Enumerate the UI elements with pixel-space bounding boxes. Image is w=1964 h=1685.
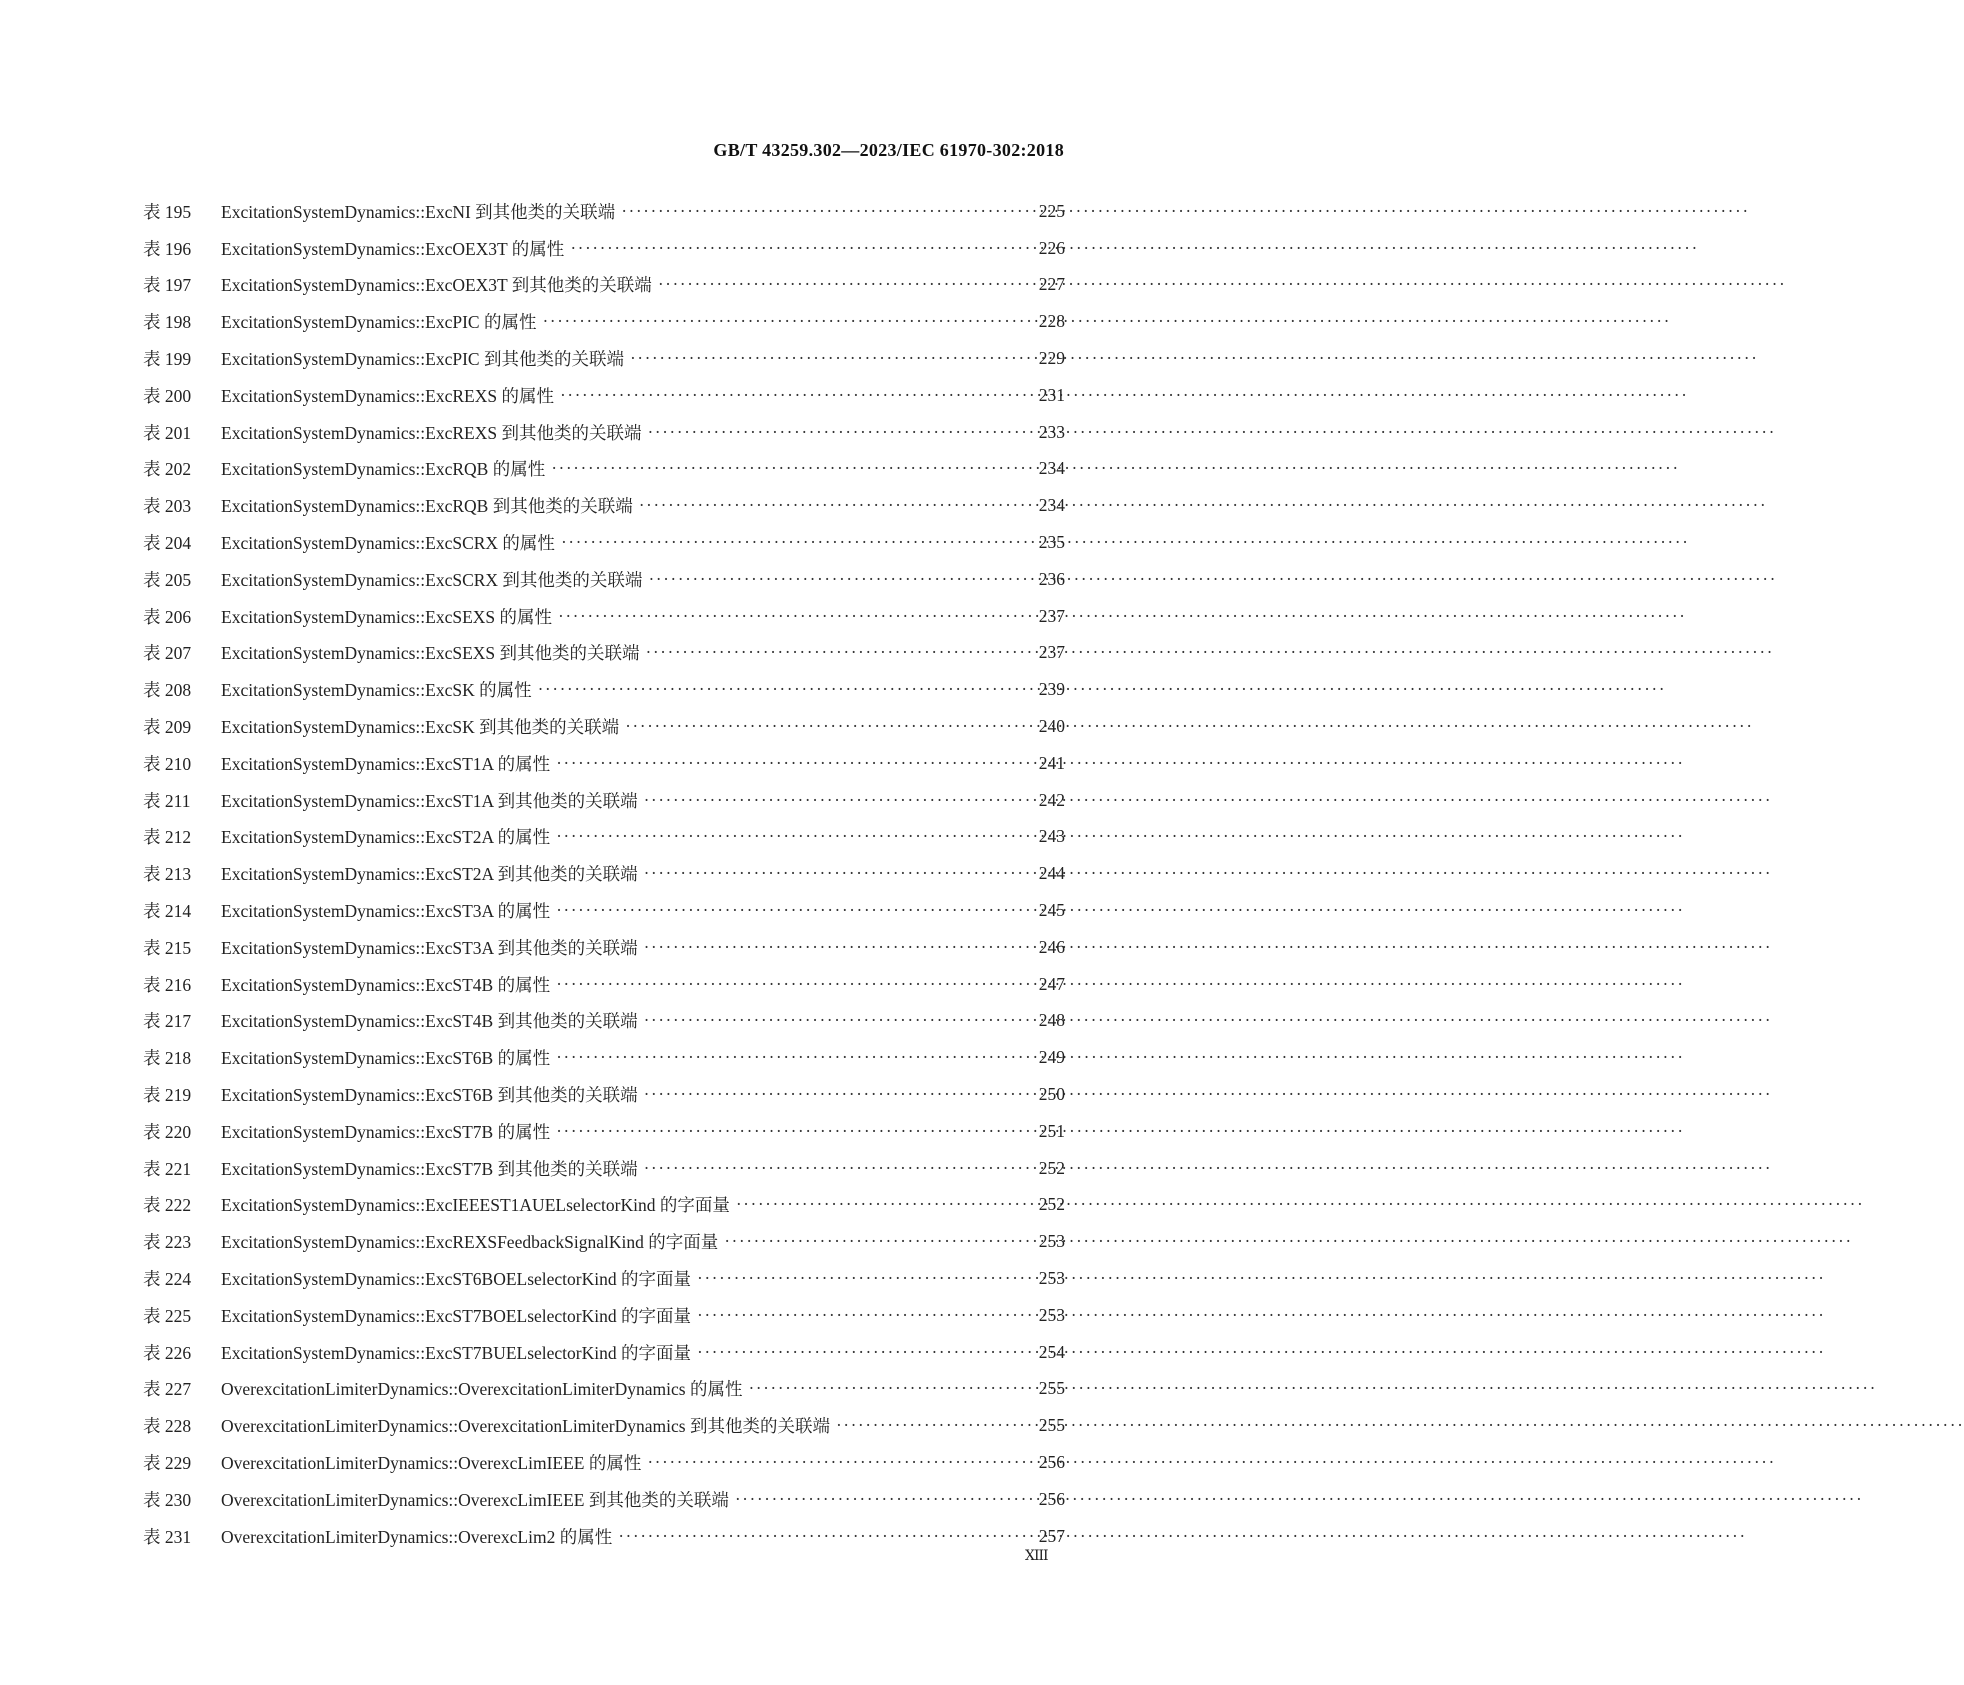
toc-entry-page: 245 bbox=[1038, 900, 1065, 921]
toc-entry[interactable] bbox=[143, 1223, 1065, 1260]
toc-entry[interactable] bbox=[143, 524, 1065, 561]
toc-leader-dots bbox=[558, 606, 1027, 627]
toc-entry[interactable] bbox=[143, 1334, 1065, 1371]
toc-entry-title: ExcitationSystemDynamics::ExcST3A 的属性 bbox=[221, 901, 551, 922]
toc-entry[interactable] bbox=[143, 1113, 1065, 1150]
toc-entry-title: ExcitationSystemDynamics::ExcST2A 的属性 bbox=[221, 827, 551, 848]
toc-entry-title: ExcitationSystemDynamics::ExcNI 到其他类的关联端 bbox=[221, 201, 616, 222]
toc-entry[interactable] bbox=[143, 414, 1065, 451]
toc-entry[interactable] bbox=[143, 1297, 1065, 1334]
toc-leader-dots bbox=[697, 1305, 1027, 1326]
toc-entry-page: 253 bbox=[1038, 1268, 1065, 1288]
toc-entry-title: ExcitationSystemDynamics::ExcPIC 到其他类的关联端 bbox=[221, 349, 624, 370]
toc-leader-dots bbox=[724, 1231, 1027, 1252]
toc-entry-title: OverexcitationLimiterDynamics::OverexcLim2 的属性 bbox=[221, 1526, 613, 1547]
toc-entry-label: 表 196 bbox=[143, 238, 192, 259]
toc-entry[interactable] bbox=[143, 1187, 1065, 1224]
toc-entry[interactable] bbox=[143, 1444, 1065, 1481]
toc-entry-page: 228 bbox=[1038, 311, 1065, 332]
toc-entry-title: ExcitationSystemDynamics::ExcPIC 的属性 bbox=[221, 312, 537, 333]
toc-entry-page: 253 bbox=[1038, 1231, 1065, 1252]
toc-entry-title: OverexcitationLimiterDynamics::OverexcitationLimiterDynamics 的属性 bbox=[221, 1379, 743, 1400]
toc-entry-label: 表 218 bbox=[143, 1048, 192, 1069]
toc-entry[interactable] bbox=[143, 855, 1065, 892]
toc-entry-page: 255 bbox=[1038, 1415, 1065, 1436]
toc-entry-label: 表 226 bbox=[143, 1342, 192, 1363]
toc-leader-dots bbox=[556, 1047, 1027, 1068]
toc-leader-dots bbox=[647, 1452, 1027, 1473]
toc-entry-page: 235 bbox=[1038, 532, 1065, 553]
toc-entry-title: ExcitationSystemDynamics::ExcST1A 的属性 bbox=[221, 753, 551, 774]
toc-entry[interactable] bbox=[143, 598, 1065, 635]
toc-entry-title: ExcitationSystemDynamics::ExcIEEEST1AUELselectorKind 的字面量 bbox=[221, 1195, 730, 1216]
toc-leader-dots bbox=[621, 201, 1027, 222]
toc-entry-label: 表 215 bbox=[143, 937, 192, 958]
toc-entry-title: ExcitationSystemDynamics::ExcREXSFeedbackSignalKind 的字面量 bbox=[221, 1232, 719, 1253]
toc-entry-page: 244 bbox=[1038, 863, 1065, 884]
standard-header: GB/T 43259.302—2023/IEC 61970-302:2018 bbox=[713, 140, 1064, 160]
toc-entry[interactable] bbox=[143, 671, 1065, 708]
toc-entry[interactable] bbox=[143, 487, 1065, 524]
toc-entry[interactable] bbox=[143, 1260, 1065, 1297]
toc-entry[interactable] bbox=[143, 892, 1065, 929]
toc-entry[interactable] bbox=[143, 451, 1065, 488]
toc-entry-page: 242 bbox=[1038, 789, 1065, 810]
toc-entry-label: 表 219 bbox=[143, 1085, 192, 1106]
toc-entry-title: ExcitationSystemDynamics::ExcST7B 的属性 bbox=[221, 1121, 551, 1142]
toc-entry-page: 237 bbox=[1038, 642, 1065, 663]
toc-leader-dots bbox=[538, 679, 1027, 700]
toc-leader-dots bbox=[542, 311, 1027, 332]
toc-entry[interactable] bbox=[143, 561, 1065, 598]
toc-entry-page: 252 bbox=[1038, 1194, 1065, 1215]
toc-entry-page: 233 bbox=[1038, 421, 1065, 442]
toc-entry-page: 229 bbox=[1038, 348, 1065, 369]
toc-entry[interactable] bbox=[143, 340, 1065, 377]
toc-entry-page: 225 bbox=[1038, 200, 1065, 221]
toc-leader-dots bbox=[556, 1121, 1027, 1142]
toc-entry-title: ExcitationSystemDynamics::ExcSK 到其他类的关联端 bbox=[221, 717, 620, 738]
toc-entry-title: ExcitationSystemDynamics::ExcST6B 到其他类的关联端 bbox=[221, 1085, 638, 1106]
toc-entry[interactable] bbox=[143, 267, 1065, 304]
toc-entry-page: 247 bbox=[1038, 973, 1065, 994]
toc-leader-dots bbox=[735, 1489, 1027, 1510]
toc-entry-title: ExcitationSystemDynamics::ExcST7B 到其他类的关联端 bbox=[221, 1158, 638, 1179]
toc-entry[interactable] bbox=[143, 303, 1065, 340]
toc-entry-title: ExcitationSystemDynamics::ExcST7BOELselectorKind 的字面量 bbox=[221, 1305, 691, 1326]
toc-entry-label: 表 207 bbox=[143, 643, 192, 664]
toc-entry-label: 表 200 bbox=[143, 385, 192, 406]
toc-entry-title: ExcitationSystemDynamics::ExcSCRX 到其他类的关联端 bbox=[221, 569, 643, 590]
toc-leader-dots bbox=[658, 274, 1027, 295]
toc-entry[interactable] bbox=[143, 1371, 1065, 1408]
toc-leader-dots bbox=[561, 532, 1027, 553]
toc-entry-title: ExcitationSystemDynamics::ExcREXS 的属性 bbox=[221, 385, 554, 406]
toc-entry-title: ExcitationSystemDynamics::ExcST2A 到其他类的关联端 bbox=[221, 864, 638, 885]
toc-entry-label: 表 209 bbox=[143, 717, 192, 738]
toc-entry[interactable] bbox=[143, 1039, 1065, 1076]
toc-entry-title: ExcitationSystemDynamics::ExcSK 的属性 bbox=[221, 680, 532, 701]
toc-leader-dots bbox=[644, 937, 1027, 958]
toc-entry-page: 255 bbox=[1038, 1378, 1065, 1399]
toc-entry-title: ExcitationSystemDynamics::ExcRQB 的属性 bbox=[221, 459, 546, 480]
toc-entry-page: 226 bbox=[1038, 237, 1065, 258]
toc-entry-label: 表 202 bbox=[143, 459, 192, 480]
toc-entry-label: 表 198 bbox=[143, 312, 192, 333]
toc-leader-dots bbox=[644, 790, 1027, 811]
toc-entry-page: 234 bbox=[1038, 458, 1065, 479]
toc-entry-label: 表 213 bbox=[143, 864, 192, 885]
toc-entry[interactable] bbox=[143, 929, 1065, 966]
toc-entry-page: 237 bbox=[1038, 605, 1065, 626]
toc-entry-page: 248 bbox=[1038, 1010, 1065, 1031]
toc-leader-dots bbox=[625, 716, 1027, 737]
toc-entry-label: 表 216 bbox=[143, 974, 192, 995]
toc-entry-page: 250 bbox=[1038, 1084, 1065, 1105]
toc-entry-label: 表 225 bbox=[143, 1305, 192, 1326]
toc-entry[interactable] bbox=[143, 1076, 1065, 1113]
toc-entry-label: 表 217 bbox=[143, 1011, 192, 1032]
toc-entry-label: 表 204 bbox=[143, 533, 192, 554]
toc-leader-dots bbox=[618, 1526, 1027, 1547]
toc-entry-label: 表 206 bbox=[143, 606, 192, 627]
toc-entry[interactable] bbox=[143, 966, 1065, 1003]
toc-entry-label: 表 212 bbox=[143, 827, 192, 848]
toc-leader-dots bbox=[639, 495, 1027, 516]
toc-entry-label: 表 210 bbox=[143, 753, 192, 774]
toc-entry-title: ExcitationSystemDynamics::ExcST4B 到其他类的关联端 bbox=[221, 1011, 638, 1032]
toc-leader-dots bbox=[644, 1158, 1027, 1179]
toc-entry-label: 表 220 bbox=[143, 1121, 192, 1142]
toc-entry-page: 251 bbox=[1038, 1120, 1065, 1141]
toc-leader-dots bbox=[551, 458, 1027, 479]
toc-entry-title: ExcitationSystemDynamics::ExcOEX3T 的属性 bbox=[221, 238, 565, 259]
toc-entry-label: 表 195 bbox=[143, 201, 192, 222]
toc-entry-label: 表 203 bbox=[143, 496, 192, 517]
toc-entry-page: 236 bbox=[1038, 568, 1065, 589]
toc-leader-dots bbox=[646, 642, 1027, 663]
toc-entry-label: 表 230 bbox=[143, 1489, 192, 1510]
toc-entry-label: 表 205 bbox=[143, 569, 192, 590]
toc-entry[interactable] bbox=[143, 782, 1065, 819]
toc-entry-page: 239 bbox=[1038, 679, 1065, 700]
toc-entry-page: 234 bbox=[1038, 495, 1065, 516]
toc-leader-dots bbox=[736, 1194, 1027, 1215]
toc-entry-title: ExcitationSystemDynamics::ExcST7BUELselectorKind 的字面量 bbox=[221, 1342, 691, 1363]
toc-entry-title: ExcitationSystemDynamics::ExcSEXS 到其他类的关联端 bbox=[221, 643, 640, 664]
toc-leader-dots bbox=[644, 1010, 1027, 1031]
toc-entry-title: ExcitationSystemDynamics::ExcST6B 的属性 bbox=[221, 1048, 551, 1069]
toc-entry[interactable] bbox=[143, 745, 1065, 782]
toc-entry-title: ExcitationSystemDynamics::ExcSEXS 的属性 bbox=[221, 606, 553, 627]
toc-leader-dots bbox=[556, 826, 1027, 847]
toc-leader-dots bbox=[630, 348, 1027, 369]
toc-leader-dots bbox=[697, 1268, 1027, 1289]
toc-entry-title: ExcitationSystemDynamics::ExcST3A 到其他类的关联端 bbox=[221, 937, 638, 958]
toc-entry-title: OverexcitationLimiterDynamics::OverexcitationLimiterDynamics 到其他类的关联端 bbox=[221, 1416, 830, 1437]
toc-entry-label: 表 208 bbox=[143, 680, 192, 701]
toc-entry-label: 表 231 bbox=[143, 1526, 192, 1547]
toc-leader-dots bbox=[644, 1084, 1027, 1105]
toc-entry-page: 241 bbox=[1038, 752, 1065, 773]
toc-entry-title: OverexcitationLimiterDynamics::OverexcLimIEEE 的属性 bbox=[221, 1452, 642, 1473]
toc-entry[interactable] bbox=[143, 377, 1065, 414]
toc-leader-dots bbox=[697, 1342, 1027, 1363]
toc-entry-label: 表 197 bbox=[143, 275, 192, 296]
toc-entry-label: 表 224 bbox=[143, 1269, 192, 1289]
toc-entry-page: 240 bbox=[1038, 716, 1065, 737]
table-of-contents bbox=[143, 193, 1065, 1554]
toc-entry[interactable] bbox=[143, 193, 1065, 230]
toc-entry-label: 表 211 bbox=[143, 790, 191, 811]
toc-entry-title: ExcitationSystemDynamics::ExcREXS 到其他类的关联端 bbox=[221, 422, 642, 443]
toc-entry-page: 254 bbox=[1038, 1341, 1065, 1362]
toc-entry-label: 表 221 bbox=[143, 1158, 192, 1179]
toc-entry-page: 246 bbox=[1038, 936, 1065, 957]
toc-entry-page: 243 bbox=[1038, 826, 1065, 847]
toc-entry-page: 253 bbox=[1038, 1304, 1065, 1325]
toc-entry-title: OverexcitationLimiterDynamics::OverexcLimIEEE 到其他类的关联端 bbox=[221, 1489, 729, 1510]
toc-entry-page: 252 bbox=[1038, 1157, 1065, 1178]
toc-entry[interactable] bbox=[143, 1481, 1065, 1518]
toc-entry-page: 256 bbox=[1038, 1451, 1065, 1472]
toc-leader-dots bbox=[748, 1378, 1027, 1399]
toc-entry-title: ExcitationSystemDynamics::ExcOEX3T 到其他类的关联端 bbox=[221, 275, 652, 296]
toc-entry-label: 表 201 bbox=[143, 422, 192, 443]
toc-entry-title: ExcitationSystemDynamics::ExcRQB 到其他类的关联端 bbox=[221, 496, 633, 517]
toc-entry-title: ExcitationSystemDynamics::ExcST6BOELselectorKind 的字面量 bbox=[221, 1269, 691, 1289]
toc-entry[interactable] bbox=[143, 1518, 1065, 1555]
toc-entry-label: 表 228 bbox=[143, 1416, 192, 1437]
toc-entry-title: ExcitationSystemDynamics::ExcST4B 的属性 bbox=[221, 974, 551, 995]
toc-entry-label: 表 223 bbox=[143, 1232, 192, 1253]
toc-entry[interactable] bbox=[143, 230, 1065, 267]
toc-entry[interactable] bbox=[143, 819, 1065, 856]
toc-entry[interactable] bbox=[143, 1407, 1065, 1444]
toc-leader-dots bbox=[570, 238, 1027, 259]
toc-leader-dots bbox=[560, 385, 1027, 406]
toc-entry[interactable] bbox=[143, 1003, 1065, 1040]
toc-leader-dots bbox=[644, 863, 1027, 884]
toc-entry-label: 表 229 bbox=[143, 1452, 192, 1473]
toc-entry-page: 249 bbox=[1038, 1047, 1065, 1068]
toc-entry-page: 231 bbox=[1038, 384, 1065, 405]
toc-entry[interactable] bbox=[143, 708, 1065, 745]
toc-entry-label: 表 227 bbox=[143, 1379, 192, 1400]
toc-entry-label: 表 199 bbox=[143, 349, 192, 370]
toc-leader-dots bbox=[556, 753, 1027, 774]
toc-entry[interactable] bbox=[143, 635, 1065, 672]
toc-entry-label: 表 214 bbox=[143, 901, 192, 922]
toc-entry-label: 表 222 bbox=[143, 1195, 192, 1216]
toc-entry[interactable] bbox=[143, 1150, 1065, 1187]
toc-leader-dots bbox=[647, 422, 1027, 443]
toc-entry-page: 227 bbox=[1038, 274, 1065, 295]
toc-leader-dots bbox=[556, 900, 1027, 921]
toc-entry-title: ExcitationSystemDynamics::ExcSCRX 的属性 bbox=[221, 533, 555, 554]
toc-leader-dots bbox=[648, 569, 1027, 590]
toc-entry-page: 257 bbox=[1038, 1525, 1065, 1546]
page-number: XIII bbox=[1025, 1548, 1048, 1564]
toc-entry-page: 256 bbox=[1038, 1488, 1065, 1509]
toc-leader-dots bbox=[836, 1415, 1027, 1436]
toc-leader-dots bbox=[556, 974, 1027, 995]
toc-entry-title: ExcitationSystemDynamics::ExcST1A 到其他类的关联端 bbox=[221, 790, 638, 811]
